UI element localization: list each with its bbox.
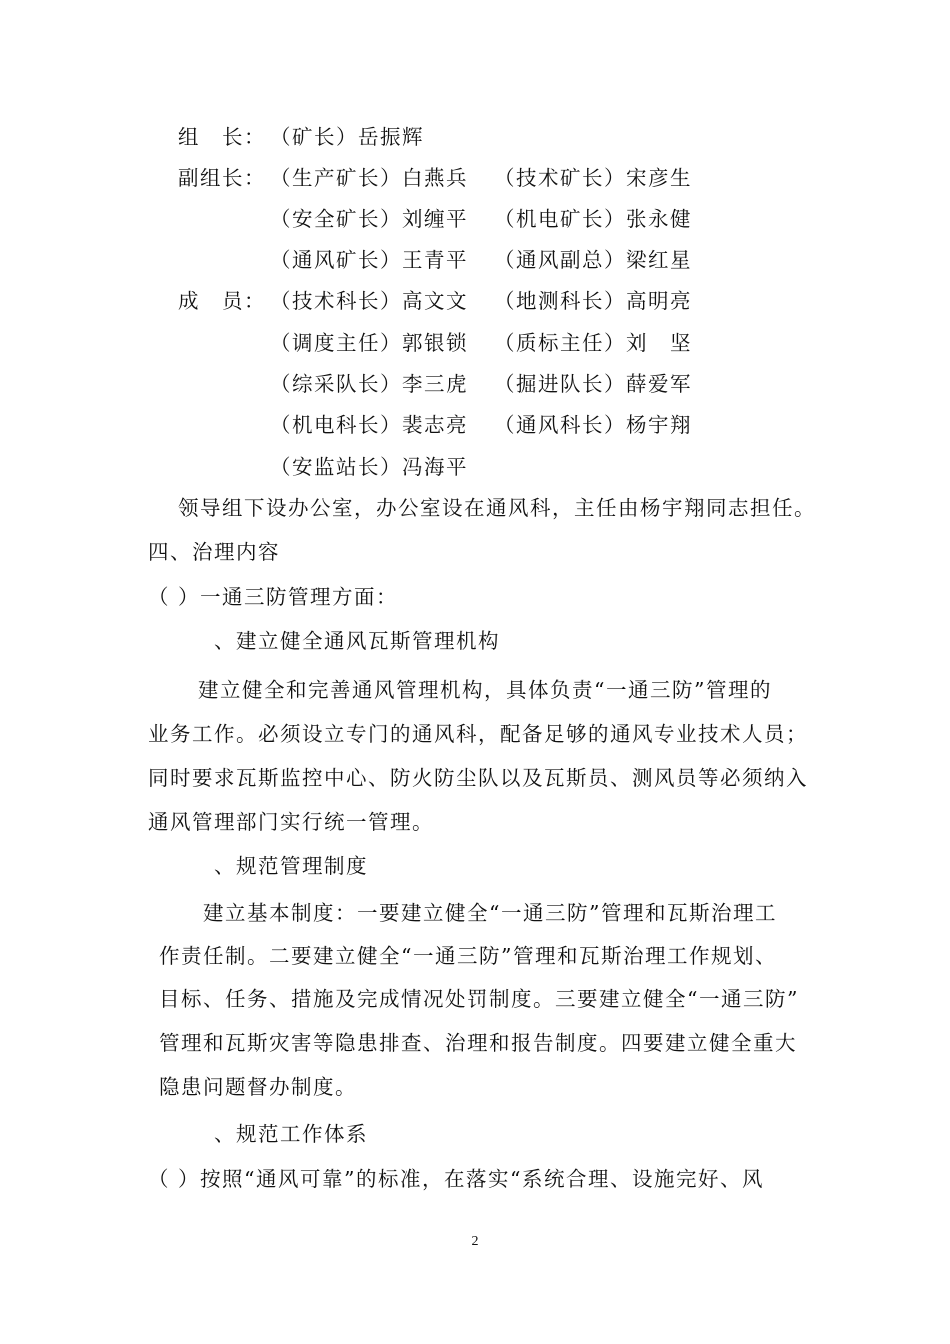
leader-name: （矿长）岳振辉 xyxy=(270,125,424,149)
office-note: 领导组下设办公室，办公室设在通风科，主任由杨宇翔同志担任。 xyxy=(178,496,816,520)
paragraph-line: 管理和瓦斯灾害等隐患排查、治理和报告制度。四要建立健全重大 xyxy=(159,1031,797,1055)
deputy-entry: （通风矿长）王青平 xyxy=(270,248,468,272)
item-title: 、规范工作体系 xyxy=(214,1122,368,1146)
member-label: 成 员： xyxy=(178,289,266,313)
leader-label: 组 长： xyxy=(178,125,266,149)
deputy-entry: （机电矿长）张永健 xyxy=(494,207,692,231)
subsection-heading: （ ）一通三防管理方面： xyxy=(148,585,399,609)
section-heading: 四、治理内容 xyxy=(148,540,280,564)
member-entry: （综采队长）李三虎 xyxy=(270,372,468,396)
paragraph-line: 目标、任务、措施及完成情况处罚制度。三要建立健全“一通三防” xyxy=(159,987,799,1011)
paragraph-line: 业务工作。必须设立专门的通风科，配备足够的通风专业技术人员； xyxy=(148,722,808,746)
deputy-entry: （技术矿长）宋彦生 xyxy=(494,166,692,190)
deputy-entry: （通风副总）梁红星 xyxy=(494,248,692,272)
deputy-entry: （安全矿长）刘缠平 xyxy=(270,207,468,231)
item-title: 、规范管理制度 xyxy=(214,854,368,878)
paragraph-line: 作责任制。二要建立健全“一通三防”管理和瓦斯治理工作规划、 xyxy=(159,944,777,968)
paragraph-line: 建立基本制度：一要建立健全“一通三防”管理和瓦斯治理工 xyxy=(203,901,777,925)
member-entry: （通风科长）杨宇翔 xyxy=(494,413,692,437)
paragraph-line: 同时要求瓦斯监控中心、防火防尘队以及瓦斯员、测风员等必须纳入 xyxy=(148,766,808,790)
paragraph-line: 建立健全和完善通风管理机构，具体负责“一通三防”管理的 xyxy=(198,678,772,702)
item-title: 、建立健全通风瓦斯管理机构 xyxy=(214,629,500,653)
deputy-label: 副组长： xyxy=(178,166,266,190)
member-entry: （掘进队长）薛爱军 xyxy=(494,372,692,396)
deputy-entry: （生产矿长）白燕兵 xyxy=(270,166,468,190)
member-entry: （调度主任）郭银锁 xyxy=(270,331,468,355)
member-entry: （机电科长）裴志亮 xyxy=(270,413,468,437)
member-entry: （技术科长）高文文 xyxy=(270,289,468,313)
member-entry: （地测科长）高明亮 xyxy=(494,289,692,313)
member-entry: （安监站长）冯海平 xyxy=(270,455,468,479)
paragraph-line: 隐患问题督办制度。 xyxy=(159,1075,357,1099)
paragraph-line: 通风管理部门实行统一管理。 xyxy=(148,810,434,834)
paragraph-line: （ ）按照“通风可靠”的标准，在落实“系统合理、设施完好、风 xyxy=(148,1167,764,1191)
member-entry: （质标主任）刘 坚 xyxy=(494,331,692,355)
page-number: 2 xyxy=(471,1234,479,1249)
